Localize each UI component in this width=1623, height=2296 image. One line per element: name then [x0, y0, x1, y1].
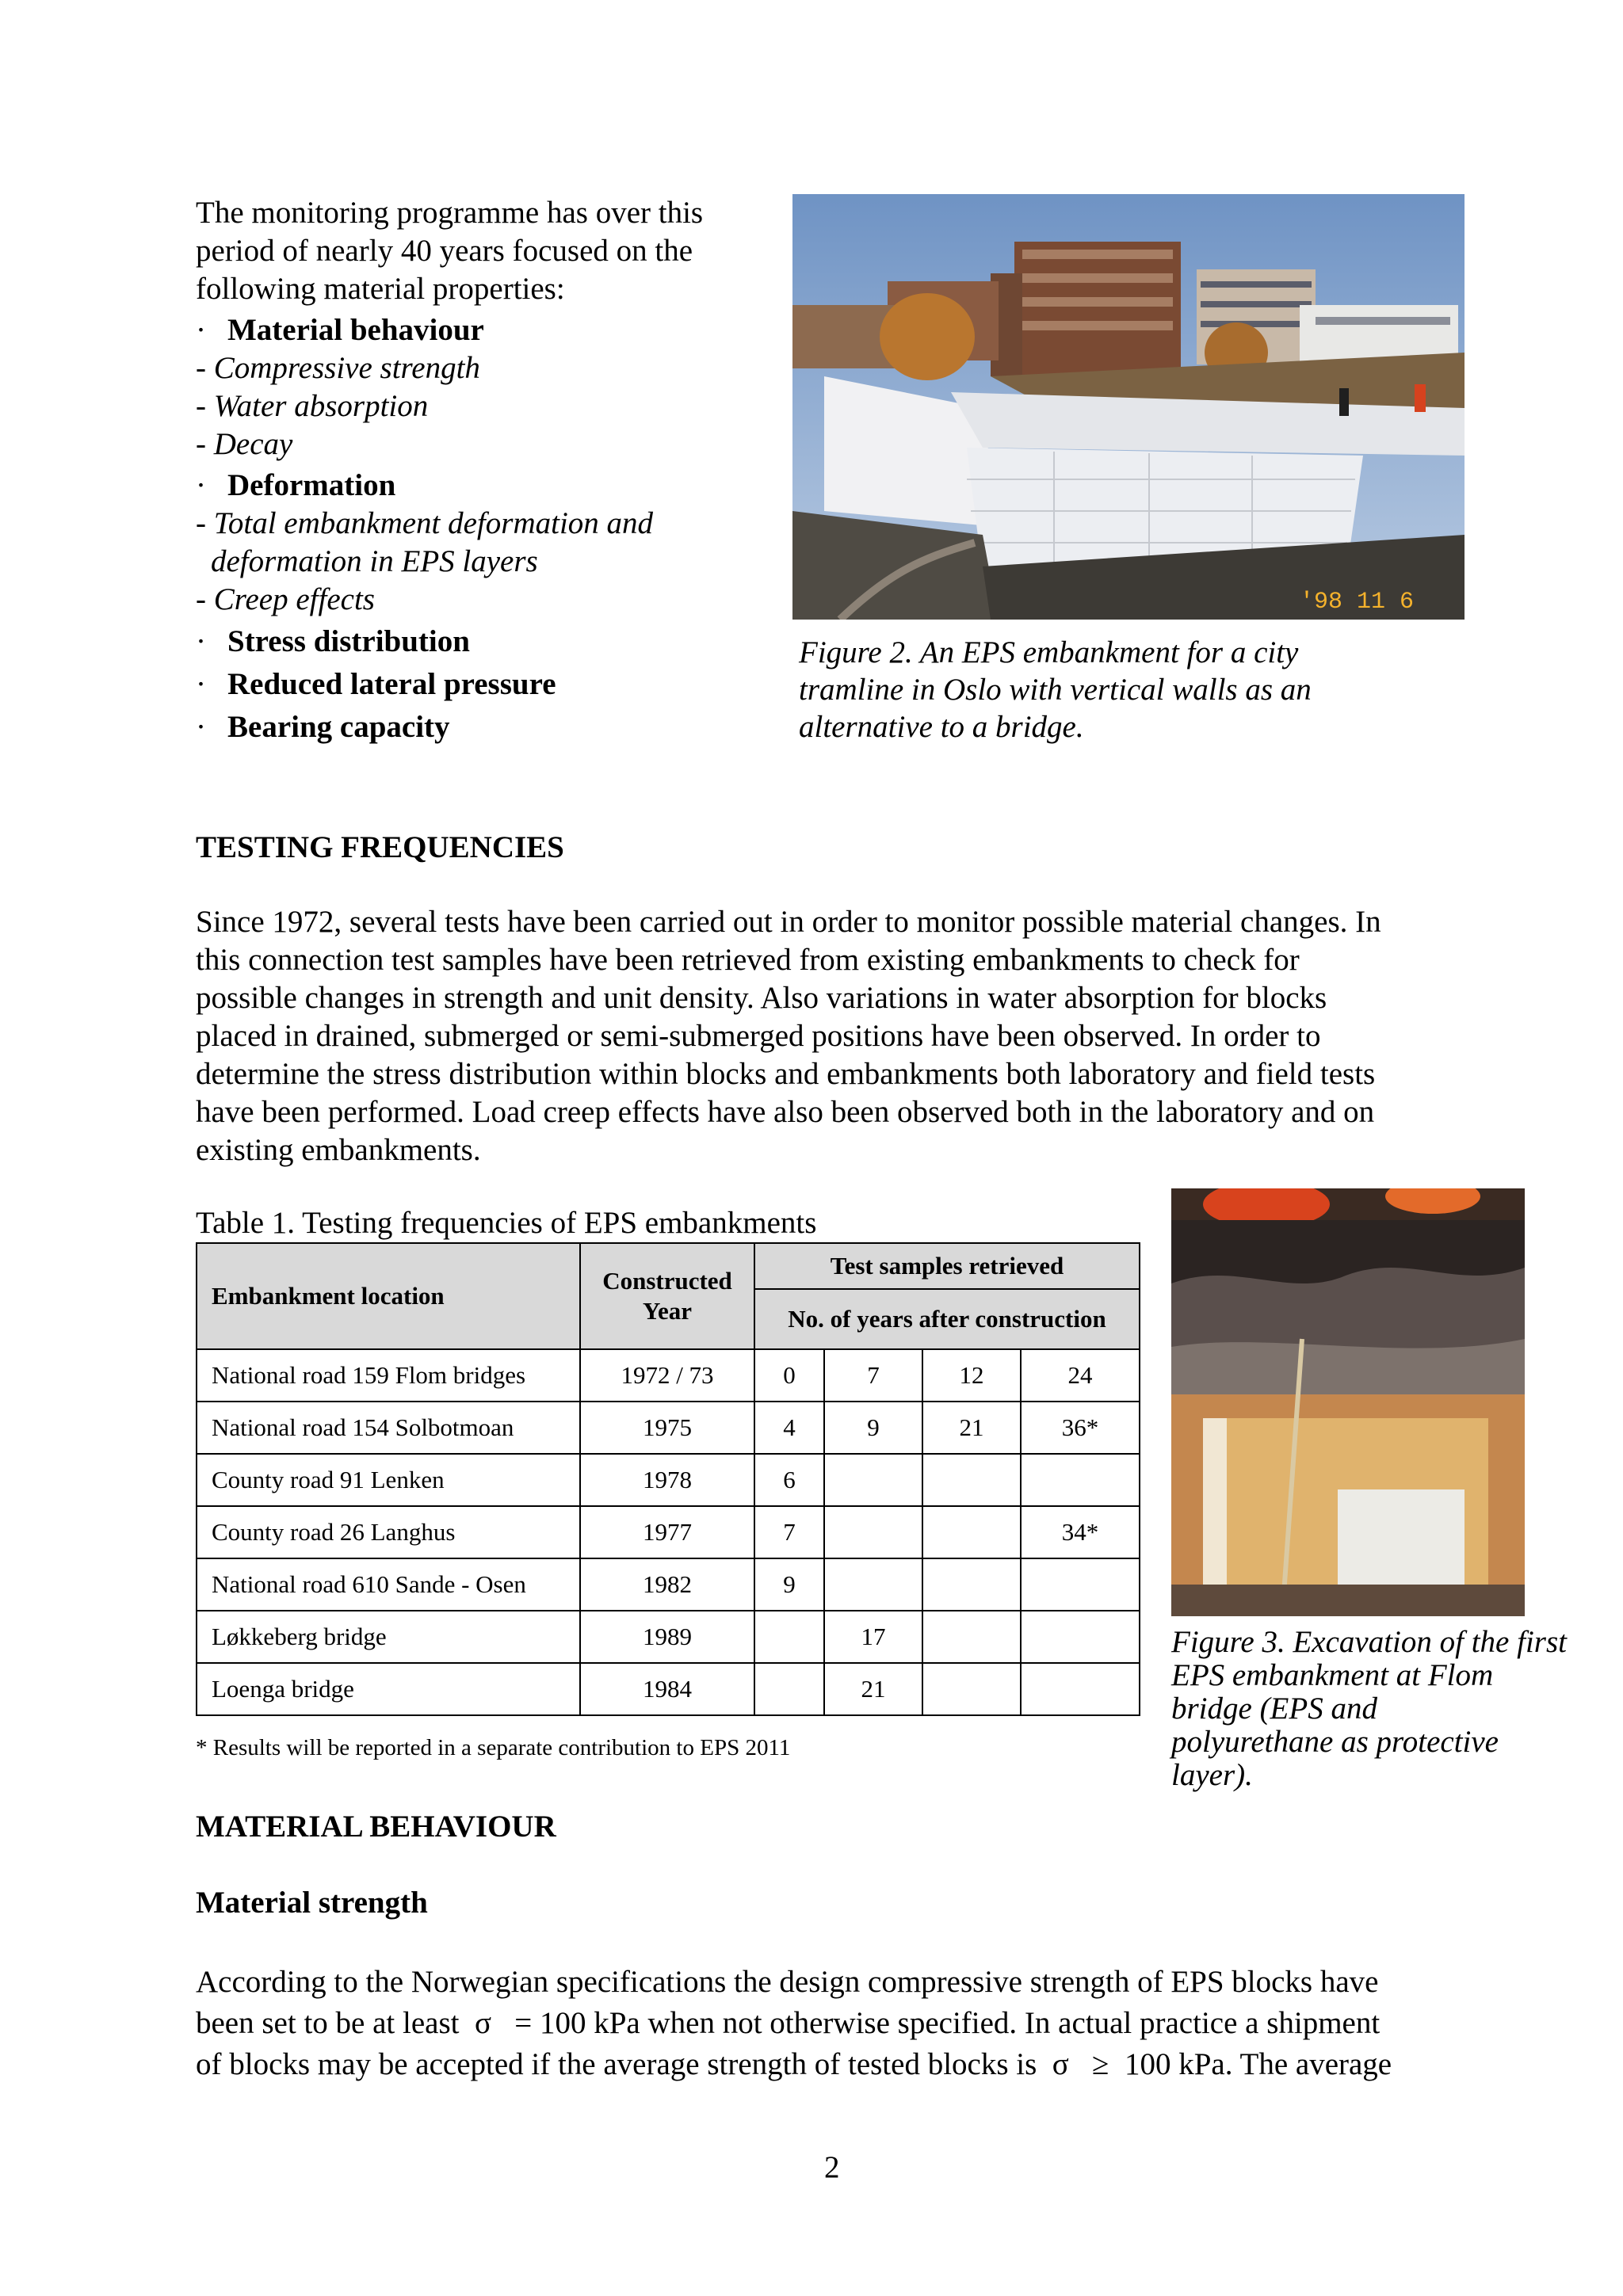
- caption-line: Figure 2. An EPS embankment for a city: [799, 635, 1299, 669]
- list-subitem-compressive-strength: - Compressive strength: [196, 351, 480, 385]
- material-paragraph: [196, 1962, 1392, 2085]
- header-constructed: Constructed Year: [580, 1243, 754, 1349]
- testing-frequencies-table: [196, 1242, 1140, 1716]
- caption-line: tramline in Oslo with vertical walls as an: [799, 673, 1312, 707]
- figure3-photo: [1171, 1188, 1525, 1616]
- table-row: County road 26 Langhus 1977 7 34*: [197, 1506, 1140, 1558]
- caption-line: alternative to a bridge.: [799, 710, 1084, 744]
- list-subitem-water-absorption: - Water absorption: [196, 389, 429, 423]
- intro-paragraph: [196, 194, 703, 308]
- bullet: ·: [196, 468, 206, 502]
- table-row: National road 159 Flom bridges 1972 / 73 0 7 12 24: [197, 1349, 1140, 1402]
- material-subheading: Material strength: [196, 1886, 428, 1920]
- paragraph-line: have been performed. Load creep effects have also been observed both in the laboratory and on: [196, 1095, 1375, 1129]
- table-row: County road 91 Lenken 1978 6: [197, 1454, 1140, 1506]
- figure3-caption: [1171, 1626, 1567, 1792]
- testing-paragraph: [196, 903, 1381, 1169]
- table-row: National road 154 Solbotmoan 1975 4 9 21 36*: [197, 1402, 1140, 1454]
- paragraph-line: of blocks may be accepted if the average strength of tested blocks is σ ≥ 100 kPa. The average: [196, 2047, 1392, 2081]
- table-title: Table 1. Testing frequencies of EPS embankments: [196, 1206, 817, 1240]
- paragraph-line: determine the stress distribution within blocks and embankments both laboratory and field tests: [196, 1057, 1376, 1091]
- list-item-reduced-lateral-pressure: · Reduced lateral pressure: [196, 666, 556, 704]
- figure2-caption: [799, 634, 1312, 746]
- paragraph-line: been set to be at least σ = 100 kPa when not otherwise specified. In actual practice a shipment: [196, 2006, 1381, 2040]
- bullet: ·: [196, 710, 206, 744]
- header-location: Embankment location: [197, 1243, 580, 1349]
- paragraph-line: placed in drained, submerged or semi-submerged positions have been observed. In order to: [196, 1019, 1321, 1053]
- caption-line: polyurethane as protective: [1171, 1725, 1499, 1759]
- caption-line: Figure 3. Excavation of the first: [1171, 1625, 1567, 1659]
- paragraph-line: existing embankments.: [196, 1133, 481, 1167]
- table-row: Loenga bridge 1984 21: [197, 1663, 1140, 1715]
- header-years-after: No. of years after construction: [754, 1289, 1140, 1349]
- bullet: ·: [196, 624, 206, 658]
- list-item-bearing-capacity: · Bearing capacity: [196, 708, 450, 746]
- intro-line: The monitoring programme has over this: [196, 196, 704, 230]
- table-row: Løkkeberg bridge 1989 17: [197, 1611, 1140, 1663]
- table-footnote: * Results will be reported in a separate contribution to EPS 2011: [196, 1735, 791, 1760]
- paragraph-line: this connection test samples have been retrieved from existing embankments to check for: [196, 943, 1300, 977]
- caption-line: bridge (EPS and: [1171, 1691, 1377, 1726]
- caption-line: EPS embankment at Flom: [1171, 1658, 1494, 1692]
- paragraph-line: According to the Norwegian specifications the design compressive strength of EPS blocks have: [196, 1965, 1379, 1999]
- testing-heading: TESTING FREQUENCIES: [196, 830, 564, 864]
- list-subitem-decay: - Decay: [196, 427, 293, 461]
- intro-line: period of nearly 40 years focused on the: [196, 234, 693, 268]
- caption-line: layer).: [1171, 1758, 1253, 1792]
- paragraph-line: possible changes in strength and unit density. Also variations in water absorption for blocks: [196, 981, 1327, 1015]
- figure2-illustration: [792, 194, 1465, 620]
- table-row: National road 610 Sande - Osen 1982 9: [197, 1558, 1140, 1611]
- page-number: 2: [824, 2150, 840, 2184]
- figure2-date-stamp: '98 11 6: [1300, 589, 1415, 616]
- figure3-illustration: [1171, 1188, 1525, 1616]
- figure2-photo: [792, 194, 1465, 620]
- list-subitem-total-deformation: - Total embankment deformation and: [196, 506, 654, 540]
- list-subitem-total-deformation-cont: deformation in EPS layers: [211, 544, 538, 578]
- list-item-stress-distribution: · Stress distribution: [196, 623, 470, 661]
- material-heading: MATERIAL BEHAVIOUR: [196, 1810, 556, 1844]
- bullet: ·: [196, 313, 206, 347]
- bullet: ·: [196, 667, 206, 701]
- header-samples: Test samples retrieved: [754, 1243, 1140, 1289]
- intro-line: following material properties:: [196, 272, 565, 306]
- list-item-deformation: · Deformation: [196, 467, 395, 505]
- paragraph-line: Since 1972, several tests have been carried out in order to monitor possible material changes. In: [196, 905, 1381, 939]
- list-item-material-behaviour: · Material behaviour: [196, 311, 484, 349]
- list-subitem-creep-effects: - Creep effects: [196, 582, 375, 616]
